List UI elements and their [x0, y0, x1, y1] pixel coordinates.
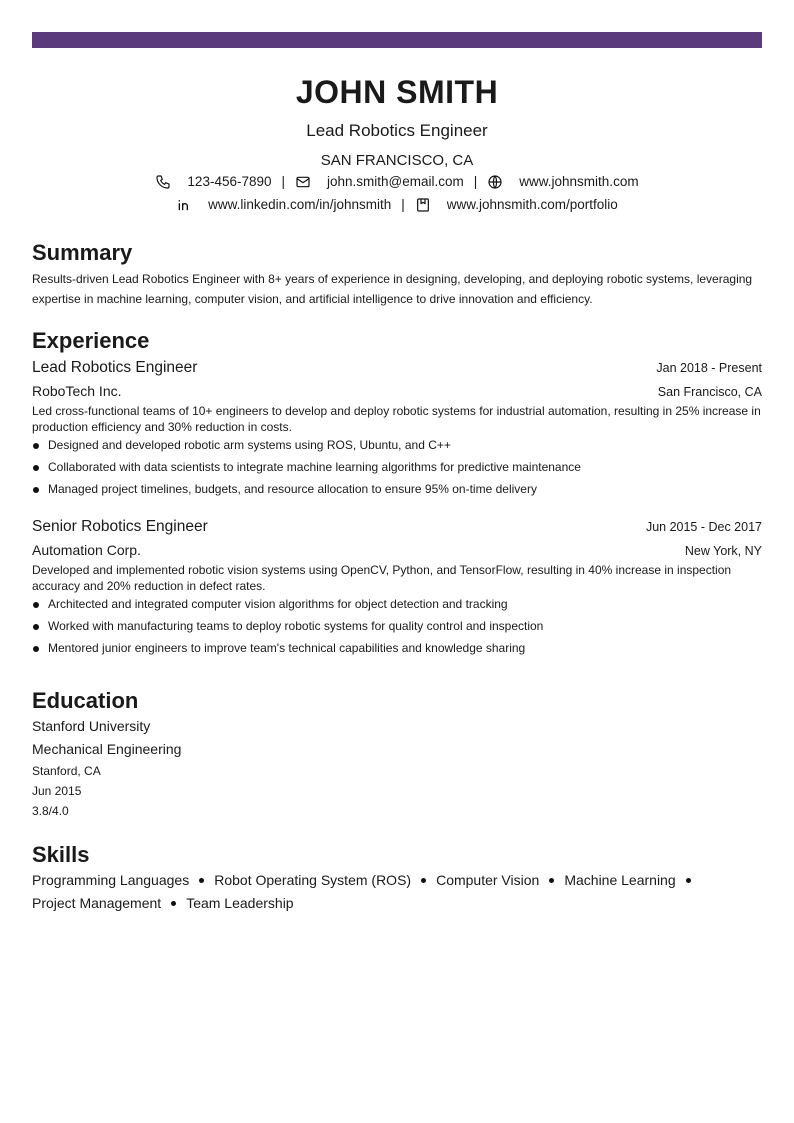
website-contact[interactable]	[487, 173, 638, 191]
education-date: Jun 2015	[32, 784, 82, 798]
separator: |	[281, 174, 286, 189]
job-title: Senior Robotics Engineer	[32, 518, 208, 535]
portfolio-text: www.johnsmith.com/portfolio	[446, 197, 618, 212]
skill-item: Team Leadership	[186, 895, 294, 911]
contact-row-primary	[0, 173, 794, 191]
job-dates: Jun 2015 - Dec 2017	[645, 520, 762, 534]
bullet-icon	[33, 487, 39, 493]
linkedin-icon	[176, 197, 192, 213]
education-degree: Mechanical Engineering	[32, 741, 182, 757]
education-section	[32, 688, 762, 819]
candidate-title: Lead Robotics Engineer	[306, 121, 488, 140]
skills-heading: Skills	[32, 842, 90, 867]
phone-text: 123-456-7890	[187, 174, 272, 189]
linkedin-contact[interactable]	[176, 196, 391, 214]
education-gpa: 3.8/4.0	[32, 804, 69, 818]
list-item: Managed project timelines, budgets, and resource allocation to ensure 95% on-time delivery	[32, 481, 762, 503]
skill-item: Robot Operating System (ROS)	[214, 872, 412, 888]
globe-icon	[487, 174, 503, 190]
education-school: Stanford University	[32, 718, 151, 734]
job-company: RoboTech Inc.	[32, 383, 122, 399]
list-item: Collaborated with data scientists to integrate machine learning algorithms for predictive maintenance	[32, 459, 762, 481]
bullet-icon	[549, 878, 554, 883]
job-description: Developed and implemented robotic vision systems using OpenCV, Python, and TensorFlow, resulting in 40% increase in inspection accuracy and 20% reduction in defect rates.	[32, 563, 732, 593]
separator: |	[401, 197, 405, 212]
job-entry	[32, 358, 762, 503]
skill-item: Project Management	[32, 895, 162, 911]
list-item: Mentored junior engineers to improve team's technical capabilities and knowledge sharing	[32, 640, 762, 662]
email-contact[interactable]	[295, 173, 464, 191]
candidate-location: SAN FRANCISCO, CA	[320, 152, 474, 169]
accent-bar	[32, 32, 762, 48]
job-bullets	[32, 596, 762, 662]
contact-row-secondary	[0, 196, 794, 214]
experience-heading: Experience	[32, 328, 150, 353]
bullet-icon	[421, 878, 426, 883]
resume-header	[0, 72, 794, 214]
education-location: Stanford, CA	[32, 764, 101, 778]
skills-section	[32, 842, 762, 915]
job-location: San Francisco, CA	[657, 385, 762, 399]
job-dates: Jan 2018 - Present	[656, 361, 762, 375]
phone-contact[interactable]	[155, 173, 271, 191]
website-text: www.johnsmith.com	[519, 174, 639, 189]
skill-item: Programming Languages	[32, 872, 190, 888]
summary-text: Results-driven Lead Robotics Engineer with 8+ years of experience in designing, developing, and deploying robotic systems, leveraging expertise in machine learning, computer vision, and artificial intelligence to drive innovation and efficiency.	[32, 272, 753, 306]
job-title: Lead Robotics Engineer	[32, 359, 198, 376]
experience-section	[32, 328, 762, 662]
mail-icon	[295, 174, 311, 190]
education-heading: Education	[32, 688, 139, 713]
job-location: New York, NY	[684, 544, 762, 558]
job-company: Automation Corp.	[32, 542, 141, 558]
bullet-icon	[33, 465, 39, 471]
portfolio-icon	[415, 197, 431, 213]
job-entry	[32, 517, 762, 662]
separator: |	[473, 174, 478, 189]
bullet-icon	[33, 602, 39, 608]
list-item: Designed and developed robotic arm systems using ROS, Ubuntu, and C++	[32, 437, 762, 459]
bullet-icon	[199, 878, 204, 883]
list-item: Architected and integrated computer vision algorithms for object detection and tracking	[32, 596, 762, 618]
bullet-icon	[33, 646, 39, 652]
bullet-icon	[33, 443, 39, 449]
summary-heading: Summary	[32, 240, 133, 265]
skill-item: Computer Vision	[436, 872, 540, 888]
linkedin-text: www.linkedin.com/in/johnsmith	[208, 197, 392, 212]
bullet-icon	[686, 878, 691, 883]
bullet-icon	[33, 624, 39, 630]
portfolio-contact[interactable]	[415, 196, 618, 214]
job-description: Led cross-functional teams of 10+ engineers to develop and deploy robotic systems for industrial automation, resulting in 25% increase in production efficiency and 30% reduction in costs.	[32, 404, 761, 434]
phone-icon	[155, 174, 171, 190]
candidate-name: JOHN SMITH	[295, 74, 499, 110]
summary-section	[32, 240, 762, 309]
list-item: Worked with manufacturing teams to deploy robotic systems for quality control and inspection	[32, 618, 762, 640]
skills-list	[32, 869, 762, 915]
job-bullets	[32, 437, 762, 503]
email-text: john.smith@email.com	[327, 174, 464, 189]
skill-item: Machine Learning	[564, 872, 676, 888]
bullet-icon	[171, 901, 176, 906]
